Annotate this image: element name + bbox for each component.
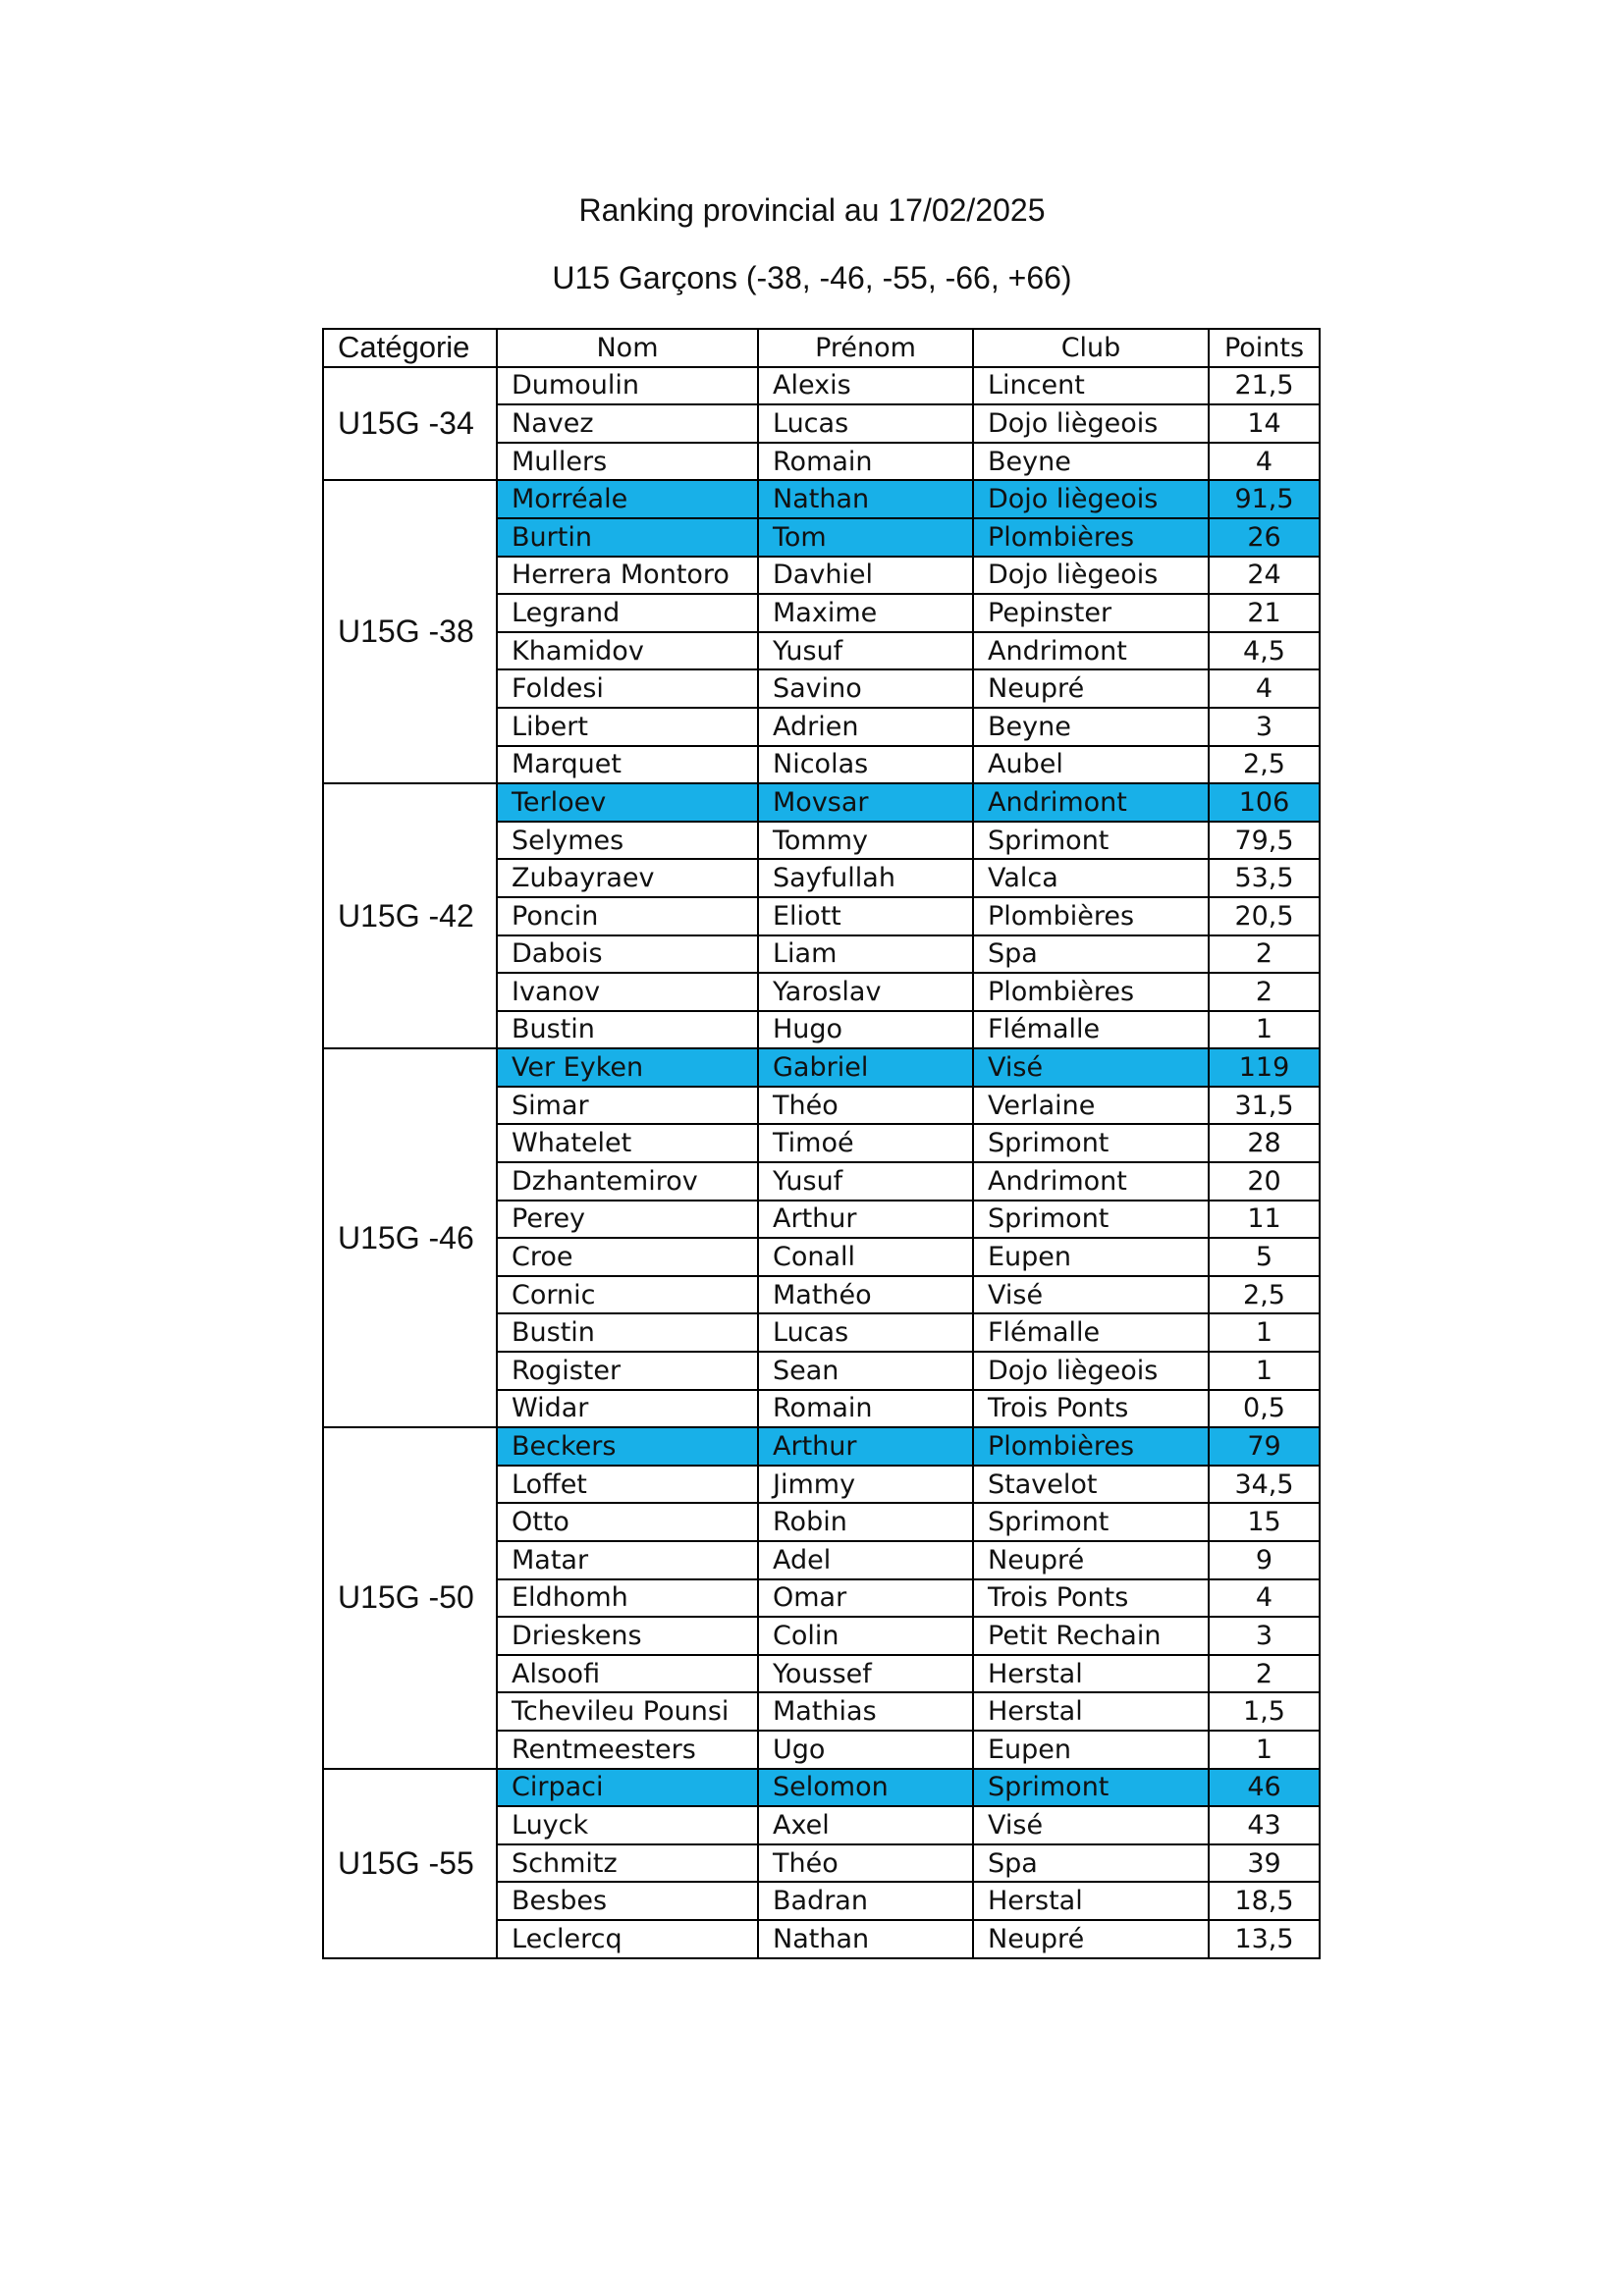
name-cell: Simar xyxy=(497,1087,758,1125)
club-cell: Herstal xyxy=(973,1655,1209,1693)
firstname-cell: Tom xyxy=(758,518,973,557)
name-cell: Marquet xyxy=(497,746,758,784)
firstname-cell: Badran xyxy=(758,1882,973,1920)
firstname-cell: Romain xyxy=(758,443,973,481)
name-cell: Mullers xyxy=(497,443,758,481)
club-cell: Sprimont xyxy=(973,1769,1209,1807)
points-cell: 1,5 xyxy=(1209,1692,1320,1731)
name-cell: Cirpaci xyxy=(497,1769,758,1807)
firstname-cell: Liam xyxy=(758,935,973,974)
club-cell: Flémalle xyxy=(973,1011,1209,1049)
category-cell: U15G -55 xyxy=(323,1769,497,1958)
firstname-cell: Gabriel xyxy=(758,1048,973,1087)
header-prenom: Prénom xyxy=(758,329,973,367)
club-cell: Dojo liègeois xyxy=(973,404,1209,443)
points-cell: 31,5 xyxy=(1209,1087,1320,1125)
table-row xyxy=(323,1769,1320,1807)
firstname-cell: Mathéo xyxy=(758,1276,973,1314)
club-cell: Herstal xyxy=(973,1692,1209,1731)
club-cell: Spa xyxy=(973,1844,1209,1883)
name-cell: Besbes xyxy=(497,1882,758,1920)
points-cell: 91,5 xyxy=(1209,480,1320,518)
firstname-cell: Adrien xyxy=(758,708,973,746)
name-cell: Perey xyxy=(497,1201,758,1239)
club-cell: Beyne xyxy=(973,443,1209,481)
name-cell: Whatelet xyxy=(497,1124,758,1162)
club-cell: Herstal xyxy=(973,1882,1209,1920)
name-cell: Beckers xyxy=(497,1427,758,1466)
name-cell: Tchevileu Pounsi xyxy=(497,1692,758,1731)
club-cell: Neupré xyxy=(973,669,1209,708)
points-cell: 5 xyxy=(1209,1238,1320,1276)
points-cell: 21,5 xyxy=(1209,367,1320,405)
firstname-cell: Nathan xyxy=(758,480,973,518)
firstname-cell: Arthur xyxy=(758,1201,973,1239)
points-cell: 2,5 xyxy=(1209,746,1320,784)
name-cell: Morréale xyxy=(497,480,758,518)
club-cell: Pepinster xyxy=(973,594,1209,632)
points-cell: 4 xyxy=(1209,1579,1320,1618)
points-cell: 79,5 xyxy=(1209,822,1320,860)
club-cell: Visé xyxy=(973,1806,1209,1844)
name-cell: Terloev xyxy=(497,783,758,822)
firstname-cell: Colin xyxy=(758,1617,973,1655)
table-body xyxy=(323,367,1320,1958)
club-cell: Eupen xyxy=(973,1238,1209,1276)
club-cell: Andrimont xyxy=(973,783,1209,822)
name-cell: Navez xyxy=(497,404,758,443)
points-cell: 1 xyxy=(1209,1352,1320,1390)
points-cell: 4 xyxy=(1209,669,1320,708)
club-cell: Plombières xyxy=(973,897,1209,935)
points-cell: 9 xyxy=(1209,1541,1320,1579)
category-cell: U15G -46 xyxy=(323,1048,497,1427)
club-cell: Trois Ponts xyxy=(973,1579,1209,1618)
points-cell: 18,5 xyxy=(1209,1882,1320,1920)
firstname-cell: Youssef xyxy=(758,1655,973,1693)
club-cell: Andrimont xyxy=(973,1162,1209,1201)
club-cell: Plombières xyxy=(973,1427,1209,1466)
points-cell: 0,5 xyxy=(1209,1390,1320,1428)
firstname-cell: Yusuf xyxy=(758,1162,973,1201)
points-cell: 13,5 xyxy=(1209,1920,1320,1958)
name-cell: Eldhomh xyxy=(497,1579,758,1618)
firstname-cell: Théo xyxy=(758,1844,973,1883)
firstname-cell: Eliott xyxy=(758,897,973,935)
name-cell: Croe xyxy=(497,1238,758,1276)
name-cell: Bustin xyxy=(497,1011,758,1049)
name-cell: Poncin xyxy=(497,897,758,935)
name-cell: Otto xyxy=(497,1503,758,1541)
firstname-cell: Yusuf xyxy=(758,632,973,670)
firstname-cell: Ugo xyxy=(758,1731,973,1769)
points-cell: 11 xyxy=(1209,1201,1320,1239)
club-cell: Visé xyxy=(973,1276,1209,1314)
firstname-cell: Lucas xyxy=(758,1313,973,1352)
firstname-cell: Omar xyxy=(758,1579,973,1618)
firstname-cell: Sayfullah xyxy=(758,859,973,897)
table-row xyxy=(323,783,1320,822)
points-cell: 14 xyxy=(1209,404,1320,443)
club-cell: Sprimont xyxy=(973,1201,1209,1239)
points-cell: 3 xyxy=(1209,708,1320,746)
firstname-cell: Maxime xyxy=(758,594,973,632)
firstname-cell: Adel xyxy=(758,1541,973,1579)
firstname-cell: Lucas xyxy=(758,404,973,443)
club-cell: Valca xyxy=(973,859,1209,897)
club-cell: Andrimont xyxy=(973,632,1209,670)
points-cell: 3 xyxy=(1209,1617,1320,1655)
club-cell: Plombières xyxy=(973,518,1209,557)
points-cell: 20,5 xyxy=(1209,897,1320,935)
firstname-cell: Savino xyxy=(758,669,973,708)
header-points: Points xyxy=(1209,329,1320,367)
document-subtitle: U15 Garçons (-38, -46, -55, -66, +66) xyxy=(552,260,1072,295)
name-cell: Dzhantemirov xyxy=(497,1162,758,1201)
club-cell: Aubel xyxy=(973,746,1209,784)
name-cell: Luyck xyxy=(497,1806,758,1844)
header-categorie: Catégorie xyxy=(323,329,497,367)
points-cell: 2 xyxy=(1209,1655,1320,1693)
name-cell: Rogister xyxy=(497,1352,758,1390)
name-cell: Herrera Montoro xyxy=(497,557,758,595)
firstname-cell: Conall xyxy=(758,1238,973,1276)
points-cell: 26 xyxy=(1209,518,1320,557)
category-cell: U15G -34 xyxy=(323,367,497,481)
firstname-cell: Mathias xyxy=(758,1692,973,1731)
firstname-cell: Sean xyxy=(758,1352,973,1390)
name-cell: Dumoulin xyxy=(497,367,758,405)
name-cell: Dabois xyxy=(497,935,758,974)
category-cell: U15G -50 xyxy=(323,1427,497,1768)
firstname-cell: Selomon xyxy=(758,1769,973,1807)
name-cell: Selymes xyxy=(497,822,758,860)
club-cell: Dojo liègeois xyxy=(973,480,1209,518)
name-cell: Bustin xyxy=(497,1313,758,1352)
name-cell: Rentmeesters xyxy=(497,1731,758,1769)
points-cell: 53,5 xyxy=(1209,859,1320,897)
club-cell: Stavelot xyxy=(973,1466,1209,1504)
firstname-cell: Hugo xyxy=(758,1011,973,1049)
points-cell: 2,5 xyxy=(1209,1276,1320,1314)
name-cell: Loffet xyxy=(497,1466,758,1504)
name-cell: Burtin xyxy=(497,518,758,557)
points-cell: 46 xyxy=(1209,1769,1320,1807)
name-cell: Widar xyxy=(497,1390,758,1428)
name-cell: Alsoofi xyxy=(497,1655,758,1693)
points-cell: 1 xyxy=(1209,1731,1320,1769)
category-cell: U15G -38 xyxy=(323,480,497,783)
table-row xyxy=(323,480,1320,518)
club-cell: Petit Rechain xyxy=(973,1617,1209,1655)
points-cell: 79 xyxy=(1209,1427,1320,1466)
name-cell: Schmitz xyxy=(497,1844,758,1883)
firstname-cell: Théo xyxy=(758,1087,973,1125)
table-row xyxy=(323,367,1320,405)
name-cell: Legrand xyxy=(497,594,758,632)
name-cell: Zubayraev xyxy=(497,859,758,897)
points-cell: 21 xyxy=(1209,594,1320,632)
points-cell: 28 xyxy=(1209,1124,1320,1162)
firstname-cell: Davhiel xyxy=(758,557,973,595)
firstname-cell: Tommy xyxy=(758,822,973,860)
table-header-row xyxy=(323,329,1320,367)
table-row xyxy=(323,1048,1320,1087)
document-title: Ranking provincial au 17/02/2025 xyxy=(578,192,1046,228)
points-cell: 15 xyxy=(1209,1503,1320,1541)
category-cell: U15G -42 xyxy=(323,783,497,1048)
name-cell: Ver Eyken xyxy=(497,1048,758,1087)
name-cell: Ivanov xyxy=(497,973,758,1011)
firstname-cell: Yaroslav xyxy=(758,973,973,1011)
club-cell: Beyne xyxy=(973,708,1209,746)
firstname-cell: Nicolas xyxy=(758,746,973,784)
club-cell: Dojo liègeois xyxy=(973,557,1209,595)
points-cell: 1 xyxy=(1209,1011,1320,1049)
name-cell: Drieskens xyxy=(497,1617,758,1655)
club-cell: Visé xyxy=(973,1048,1209,1087)
points-cell: 106 xyxy=(1209,783,1320,822)
name-cell: Foldesi xyxy=(497,669,758,708)
name-cell: Libert xyxy=(497,708,758,746)
firstname-cell: Movsar xyxy=(758,783,973,822)
club-cell: Trois Ponts xyxy=(973,1390,1209,1428)
firstname-cell: Alexis xyxy=(758,367,973,405)
firstname-cell: Romain xyxy=(758,1390,973,1428)
points-cell: 119 xyxy=(1209,1048,1320,1087)
club-cell: Plombières xyxy=(973,973,1209,1011)
club-cell: Neupré xyxy=(973,1541,1209,1579)
points-cell: 39 xyxy=(1209,1844,1320,1883)
points-cell: 2 xyxy=(1209,973,1320,1011)
name-cell: Matar xyxy=(497,1541,758,1579)
club-cell: Sprimont xyxy=(973,1124,1209,1162)
club-cell: Neupré xyxy=(973,1920,1209,1958)
points-cell: 43 xyxy=(1209,1806,1320,1844)
name-cell: Cornic xyxy=(497,1276,758,1314)
club-cell: Sprimont xyxy=(973,822,1209,860)
firstname-cell: Timoé xyxy=(758,1124,973,1162)
points-cell: 34,5 xyxy=(1209,1466,1320,1504)
points-cell: 20 xyxy=(1209,1162,1320,1201)
points-cell: 1 xyxy=(1209,1313,1320,1352)
firstname-cell: Arthur xyxy=(758,1427,973,1466)
ranking-table xyxy=(322,328,1321,1959)
club-cell: Flémalle xyxy=(973,1313,1209,1352)
club-cell: Spa xyxy=(973,935,1209,974)
name-cell: Leclercq xyxy=(497,1920,758,1958)
club-cell: Dojo liègeois xyxy=(973,1352,1209,1390)
firstname-cell: Jimmy xyxy=(758,1466,973,1504)
firstname-cell: Robin xyxy=(758,1503,973,1541)
header-nom: Nom xyxy=(497,329,758,367)
name-cell: Khamidov xyxy=(497,632,758,670)
points-cell: 4,5 xyxy=(1209,632,1320,670)
table-row xyxy=(323,1427,1320,1466)
points-cell: 2 xyxy=(1209,935,1320,974)
club-cell: Eupen xyxy=(973,1731,1209,1769)
club-cell: Verlaine xyxy=(973,1087,1209,1125)
firstname-cell: Axel xyxy=(758,1806,973,1844)
header-club: Club xyxy=(973,329,1209,367)
club-cell: Lincent xyxy=(973,367,1209,405)
points-cell: 4 xyxy=(1209,443,1320,481)
club-cell: Sprimont xyxy=(973,1503,1209,1541)
firstname-cell: Nathan xyxy=(758,1920,973,1958)
points-cell: 24 xyxy=(1209,557,1320,595)
